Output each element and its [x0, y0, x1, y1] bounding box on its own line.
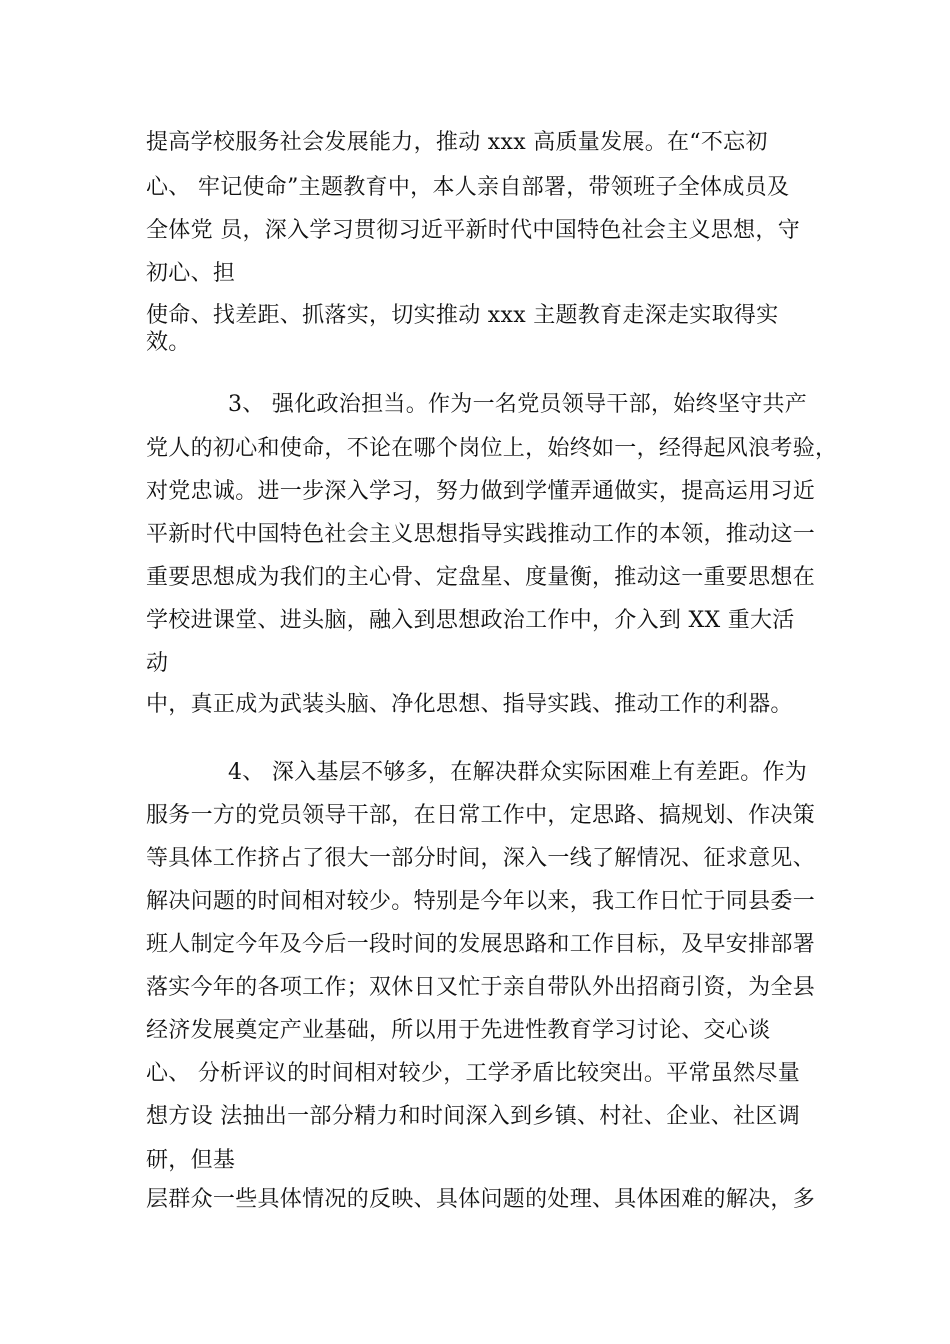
text-line: 效。: [146, 330, 191, 355]
text-line: 中，真正成为武装头脑、净化思想、指导实践、推动工作的利器。: [146, 692, 793, 717]
text-line: 研，但基: [146, 1148, 236, 1173]
text-line: 提高学校服务社会发展能力，推动 xxx 高质量发展。在“不忘初: [146, 130, 768, 155]
text-line: 对党忠诚。进一步深入学习，努力做到学懂弄通做实，提高运用习近: [146, 479, 816, 504]
text-line: 重要思想成为我们的主心骨、定盘星、度量衡，推动这一重要思想在: [146, 565, 816, 590]
text-line: 心、 牢记使命”主题教育中，本人亲自部署，带领班子全体成员及: [146, 175, 790, 200]
text-line: 服务一方的党员领导干部，在日常工作中，定思路、搞规划、作决策: [146, 803, 816, 828]
text-line: 4、 深入基层不够多，在解决群众实际困难上有差距。作为: [228, 760, 808, 785]
text-line: 等具体工作挤占了很大一部分时间，深入一线了解情况、征求意见、: [146, 846, 816, 871]
text-line: 班人制定今年及今后一段时间的发展思路和工作目标，及早安排部署: [146, 932, 816, 957]
text-line: 解决问题的时间相对较少。特别是今年以来，我工作日忙于同县委一: [146, 889, 816, 914]
text-line: 平新时代中国特色社会主义思想指导实践推动工作的本领，推动这一: [146, 522, 816, 547]
text-line: 党人的初心和使命，不论在哪个岗位上，始终如一，经得起风浪考验，: [146, 436, 838, 461]
text-line: 落实今年的各项工作；双休日又忙于亲自带队外出招商引资，为全县: [146, 975, 816, 1000]
text-line: 学校进课堂、进头脑，融入到思想政治工作中，介入到 XX 重大活: [146, 608, 795, 633]
text-line: 全体党 员，深入学习贯彻习近平新时代中国特色社会主义思想，守: [146, 218, 800, 243]
text-line: 动: [146, 651, 169, 676]
text-line: 心、 分析评议的时间相对较少，工学矛盾比较突出。平常虽然尽量: [146, 1061, 800, 1086]
text-line: 想方设 法抽出一部分精力和时间深入到乡镇、村社、企业、社区调: [146, 1104, 800, 1129]
text-line: 层群众一些具体情况的反映、具体问题的处理、具体困难的解决，多: [146, 1187, 816, 1212]
text-line: 初心、担: [146, 261, 236, 286]
text-line: 3、 强化政治担当。作为一名党员领导干部，始终坚守共产: [228, 392, 808, 417]
text-line: 使命、找差距、抓落实，切实推动 xxx 主题教育走深走实取得实: [146, 303, 779, 328]
text-line: 经济发展奠定产业基础，所以用于先进性教育学习讨论、交心谈: [146, 1018, 771, 1043]
